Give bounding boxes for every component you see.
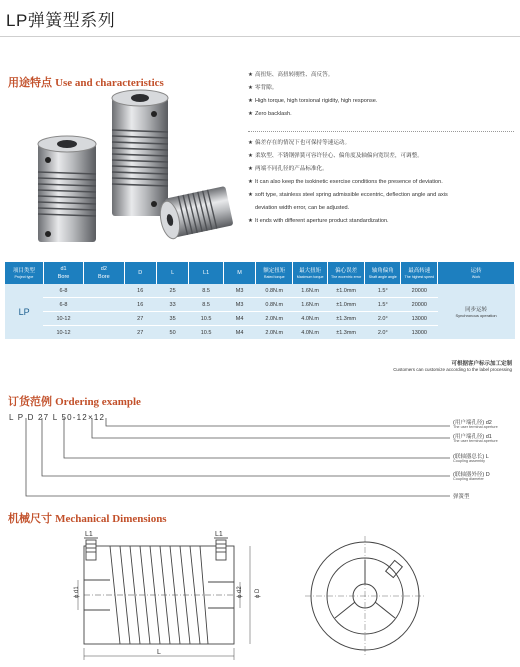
ordering-label-d1: (用户端孔径) d1 The user terminal aperture	[453, 434, 498, 443]
title-divider	[0, 36, 520, 37]
dimensions-heading-cn: 机械尺寸	[8, 513, 52, 525]
col-header: 轴角偏角 Shaft angle angle	[365, 262, 401, 284]
col-header: d1 Bore	[43, 262, 83, 284]
feature-item: ★ It can also keep the isokinetic exercise conditions the presence of deviation.	[248, 179, 443, 185]
table-row: 10-12 27 35 10.5 M4 2.0N.m 4.0N.m ±1.3mm 2.0° 13000	[5, 312, 515, 326]
col-header: M	[223, 262, 255, 284]
feature-item: ★ Zero backlash.	[248, 111, 292, 117]
ordering-heading-en: Ordering example	[55, 396, 141, 408]
spec-table	[5, 262, 515, 340]
ordering-label-length: (联轴器总长) L Coupling assembly	[453, 454, 489, 463]
feature-item: deviation width error, can be adjusted.	[255, 205, 350, 211]
coupling-small	[157, 186, 233, 240]
spec-table-header	[5, 262, 515, 284]
side-view-drawing	[62, 528, 262, 666]
work-cell: 同步运转 Synchronous operation	[438, 284, 515, 340]
col-header: L1	[189, 262, 224, 284]
ordering-label-d2: (用户端孔径) d2 The user terminal aperture	[453, 420, 498, 429]
table-row: 6-8 16 33 8.5 M3 0.8N.m 1.6N.m ±1.0mm 1.5° 20000	[5, 298, 515, 312]
dimensions-heading-en: Mechanical Dimensions	[55, 513, 167, 525]
col-header: 额定扭矩 Rated torque	[256, 262, 293, 284]
col-header: D	[124, 262, 156, 284]
product-photo	[30, 86, 240, 256]
col-header: 偏心误差 The eccentric error	[328, 262, 365, 284]
col-header: L	[156, 262, 188, 284]
end-view-drawing	[305, 536, 425, 656]
dim-label-l1-left: L1	[85, 531, 93, 538]
dim-label-D: ϕ D	[255, 588, 261, 598]
feature-item: ★ 偏差存在的情况下也可保持等速运动。	[248, 140, 351, 146]
custom-note-en: Customers can customize according to the label processing	[393, 367, 512, 372]
page-title: LP弹簧型系列	[6, 11, 116, 30]
feature-item: ★ 两端不同孔径的产品标准化。	[248, 166, 328, 172]
type-cell: LP	[5, 284, 43, 340]
col-header: 最大扭矩 Maximum torque	[293, 262, 328, 284]
ordering-heading	[8, 393, 141, 409]
feature-item: ★ soft type, stainless steel spring admissible eccentric, deflection angle and axis	[248, 192, 448, 198]
dim-label-d2: ϕ d2	[237, 586, 243, 598]
features-divider	[248, 131, 514, 132]
dim-label-d1: ϕ d1	[74, 586, 80, 598]
usage-heading-en: Use and characteristics	[55, 77, 164, 89]
ordering-label-diameter: (联轴器外径) D Coupling diameter	[453, 472, 490, 481]
ordering-code: L P D 27 L 50-12×12	[9, 413, 106, 422]
feature-item: ★ High torque, high torsional rigidity, high response.	[248, 98, 378, 104]
feature-item: ★ 高扭矩、高扭转刚性、高反答。	[248, 72, 334, 78]
ordering-label-spring: 弹簧型	[453, 494, 470, 500]
col-header: 最高转速 The highest speed	[401, 262, 438, 284]
dim-label-l1-right: L1	[215, 531, 223, 538]
col-header: 运转 Work	[438, 262, 515, 284]
usage-heading-cn: 用途特点	[8, 77, 52, 89]
table-row: LP 6-8 16 25 8.5 M3 0.8N.m 1.6N.m ±1.0mm 1.5° 20000 同步运转 Synchronous operation	[5, 284, 515, 298]
feature-item: ★ It ends with different aperture product standardization.	[248, 218, 389, 224]
ordering-heading-cn: 订货范例	[8, 396, 52, 408]
features-group-2	[248, 139, 516, 225]
table-row: 10-12 27 50 10.5 M4 2.0N.m 4.0N.m ±1.3mm 2.0° 13000	[5, 326, 515, 340]
custom-note-cn: 可根据客户标示加工定制	[451, 361, 512, 367]
features-group-1	[248, 71, 513, 118]
dimensions-heading	[8, 510, 167, 526]
dim-label-l: L	[157, 649, 161, 656]
col-header: 项目类型 Project type	[5, 262, 43, 284]
coupling-medium	[38, 136, 96, 242]
feature-item: ★ 零背隙。	[248, 85, 278, 91]
coupling-large	[112, 90, 168, 216]
ordering-leader-lines	[0, 418, 520, 498]
feature-item: ★ 柔软型、不锈钢弹簧可容许径心、偏角度及轴偏向宽误差，可调整。	[248, 153, 423, 159]
col-header: d2 Bore	[84, 262, 124, 284]
